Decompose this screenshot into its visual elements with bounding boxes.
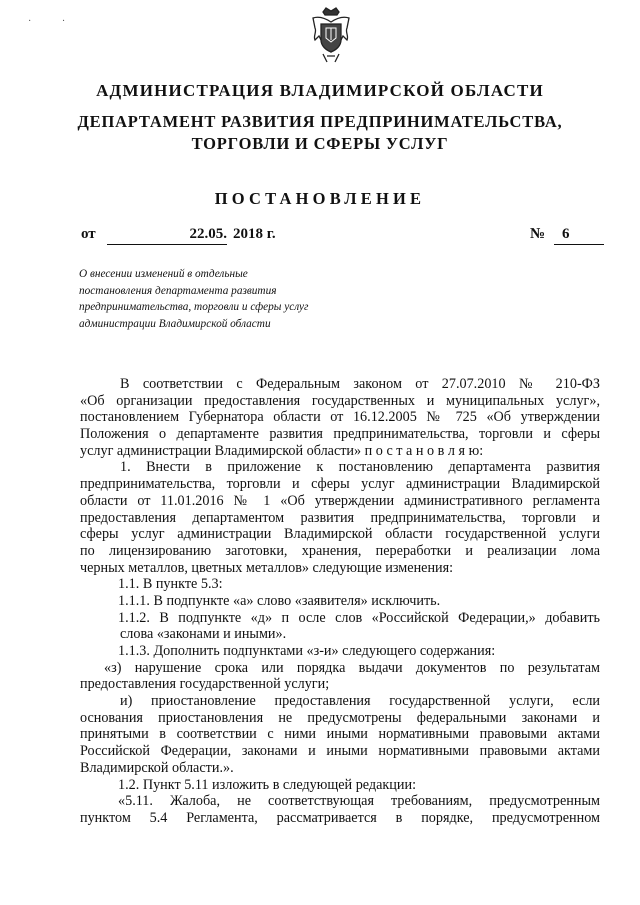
body-line: «з) нарушение срока или порядка выдачи документов по результатам	[104, 659, 600, 676]
body-line: и) приостановление предоставления государственной услуги, если	[120, 693, 600, 710]
number-label: №	[530, 226, 546, 242]
body-line: слова «законами и иными».	[120, 626, 287, 643]
body-line: пунктом 5.4 Регламента, рассматривается в порядке, предусмотренном	[80, 809, 600, 826]
subject-line: постановления департамента развития	[79, 284, 277, 297]
document-body	[80, 376, 600, 827]
body-line: 1.1.1. В подпункте «а» слово «заявителя» исключить.	[118, 592, 441, 609]
document-year: 2018 г.	[233, 226, 276, 242]
subject-line: предпринимательства, торговли и сферы услуг	[79, 301, 309, 313]
body-line: 1. Внести в приложение к постановлению департамента развития	[120, 459, 600, 476]
body-line: предпринимательства, торговли и сферы услуг администрации Владимирской	[80, 476, 600, 493]
date-number-line	[81, 226, 601, 248]
body-line: «5.11. Жалоба, не соответствующая требованиям, предусмотренным	[118, 793, 600, 810]
body-line: «Об организации предоставления государственных и муниципальных услуг»,	[80, 392, 600, 409]
department-title-line2: ТОРГОВЛИ И СФЕРЫ УСЛУГ	[191, 134, 449, 153]
body-line: сферы услуг администрации Владимирской области государственной услуги	[80, 526, 600, 543]
body-line: В соответствии с Федеральным законом от 27.07.2010 № 210-ФЗ	[120, 376, 600, 392]
body-line: Положения о департаменте развития предпринимательства, торговли и сферы	[80, 426, 600, 443]
body-line: 1.1. В пункте 5.3:	[118, 576, 223, 593]
body-line: 1.2. Пункт 5.11 изложить в следующей редакции:	[118, 776, 417, 793]
body-line: услуг администрации Владимирской области» п о с т а н о в л я ю:	[80, 442, 484, 459]
organization-title: АДМИНИСТРАЦИЯ ВЛАДИМИРСКОЙ ОБЛАСТИ	[96, 81, 544, 100]
body-line: области от 11.01.2016 № 1 «Об утверждении административного регламента	[80, 492, 600, 509]
body-line: предоставления государственной услуги;	[80, 676, 330, 693]
subject-line: О внесении изменений в отдельные	[79, 268, 248, 280]
body-line: 1.1.3. Дополнить подпунктами «з-и» следующего содержания:	[118, 643, 496, 659]
coat-of-arms-emblem	[309, 6, 353, 66]
document-date: 22.05.	[107, 226, 227, 245]
document-type: ПОСТАНОВЛЕНИЕ	[214, 189, 426, 208]
body-line: Российской Федерации, законами и иными нормативными правовыми актами	[80, 743, 600, 760]
subject-line: администрации Владимирской области	[79, 317, 271, 330]
scan-specks: · ·	[28, 16, 80, 27]
body-line: черных металлов, цветных металлов» следующие изменения:	[80, 559, 454, 576]
body-line: 1.1.2. В подпункте «д» п осле слов «Российской Федерации,» добавить	[118, 609, 600, 626]
body-line: Владимирской области.».	[80, 759, 234, 776]
department-title-line1: ДЕПАРТАМЕНТ РАЗВИТИЯ ПРЕДПРИНИМАТЕЛЬСТВА,	[77, 112, 563, 131]
department-title	[0, 111, 640, 155]
document-subject	[79, 266, 379, 332]
date-prefix: от	[81, 226, 96, 242]
document-number: 6	[554, 226, 604, 245]
body-line: предоставления департаментом развития предпринимательства, торговли и	[80, 509, 600, 526]
body-line: основания приостановления не предусмотрены федеральными законами и	[80, 709, 600, 726]
body-line: постановлением Губернатора области от 16.12.2005 № 725 «Об утверждении	[80, 409, 600, 426]
body-line: по лицензированию заготовки, хранения, переработки и реализации лома	[80, 542, 600, 559]
body-line: принятыми в соответствии с ними иными нормативными правовыми актами	[80, 726, 600, 743]
